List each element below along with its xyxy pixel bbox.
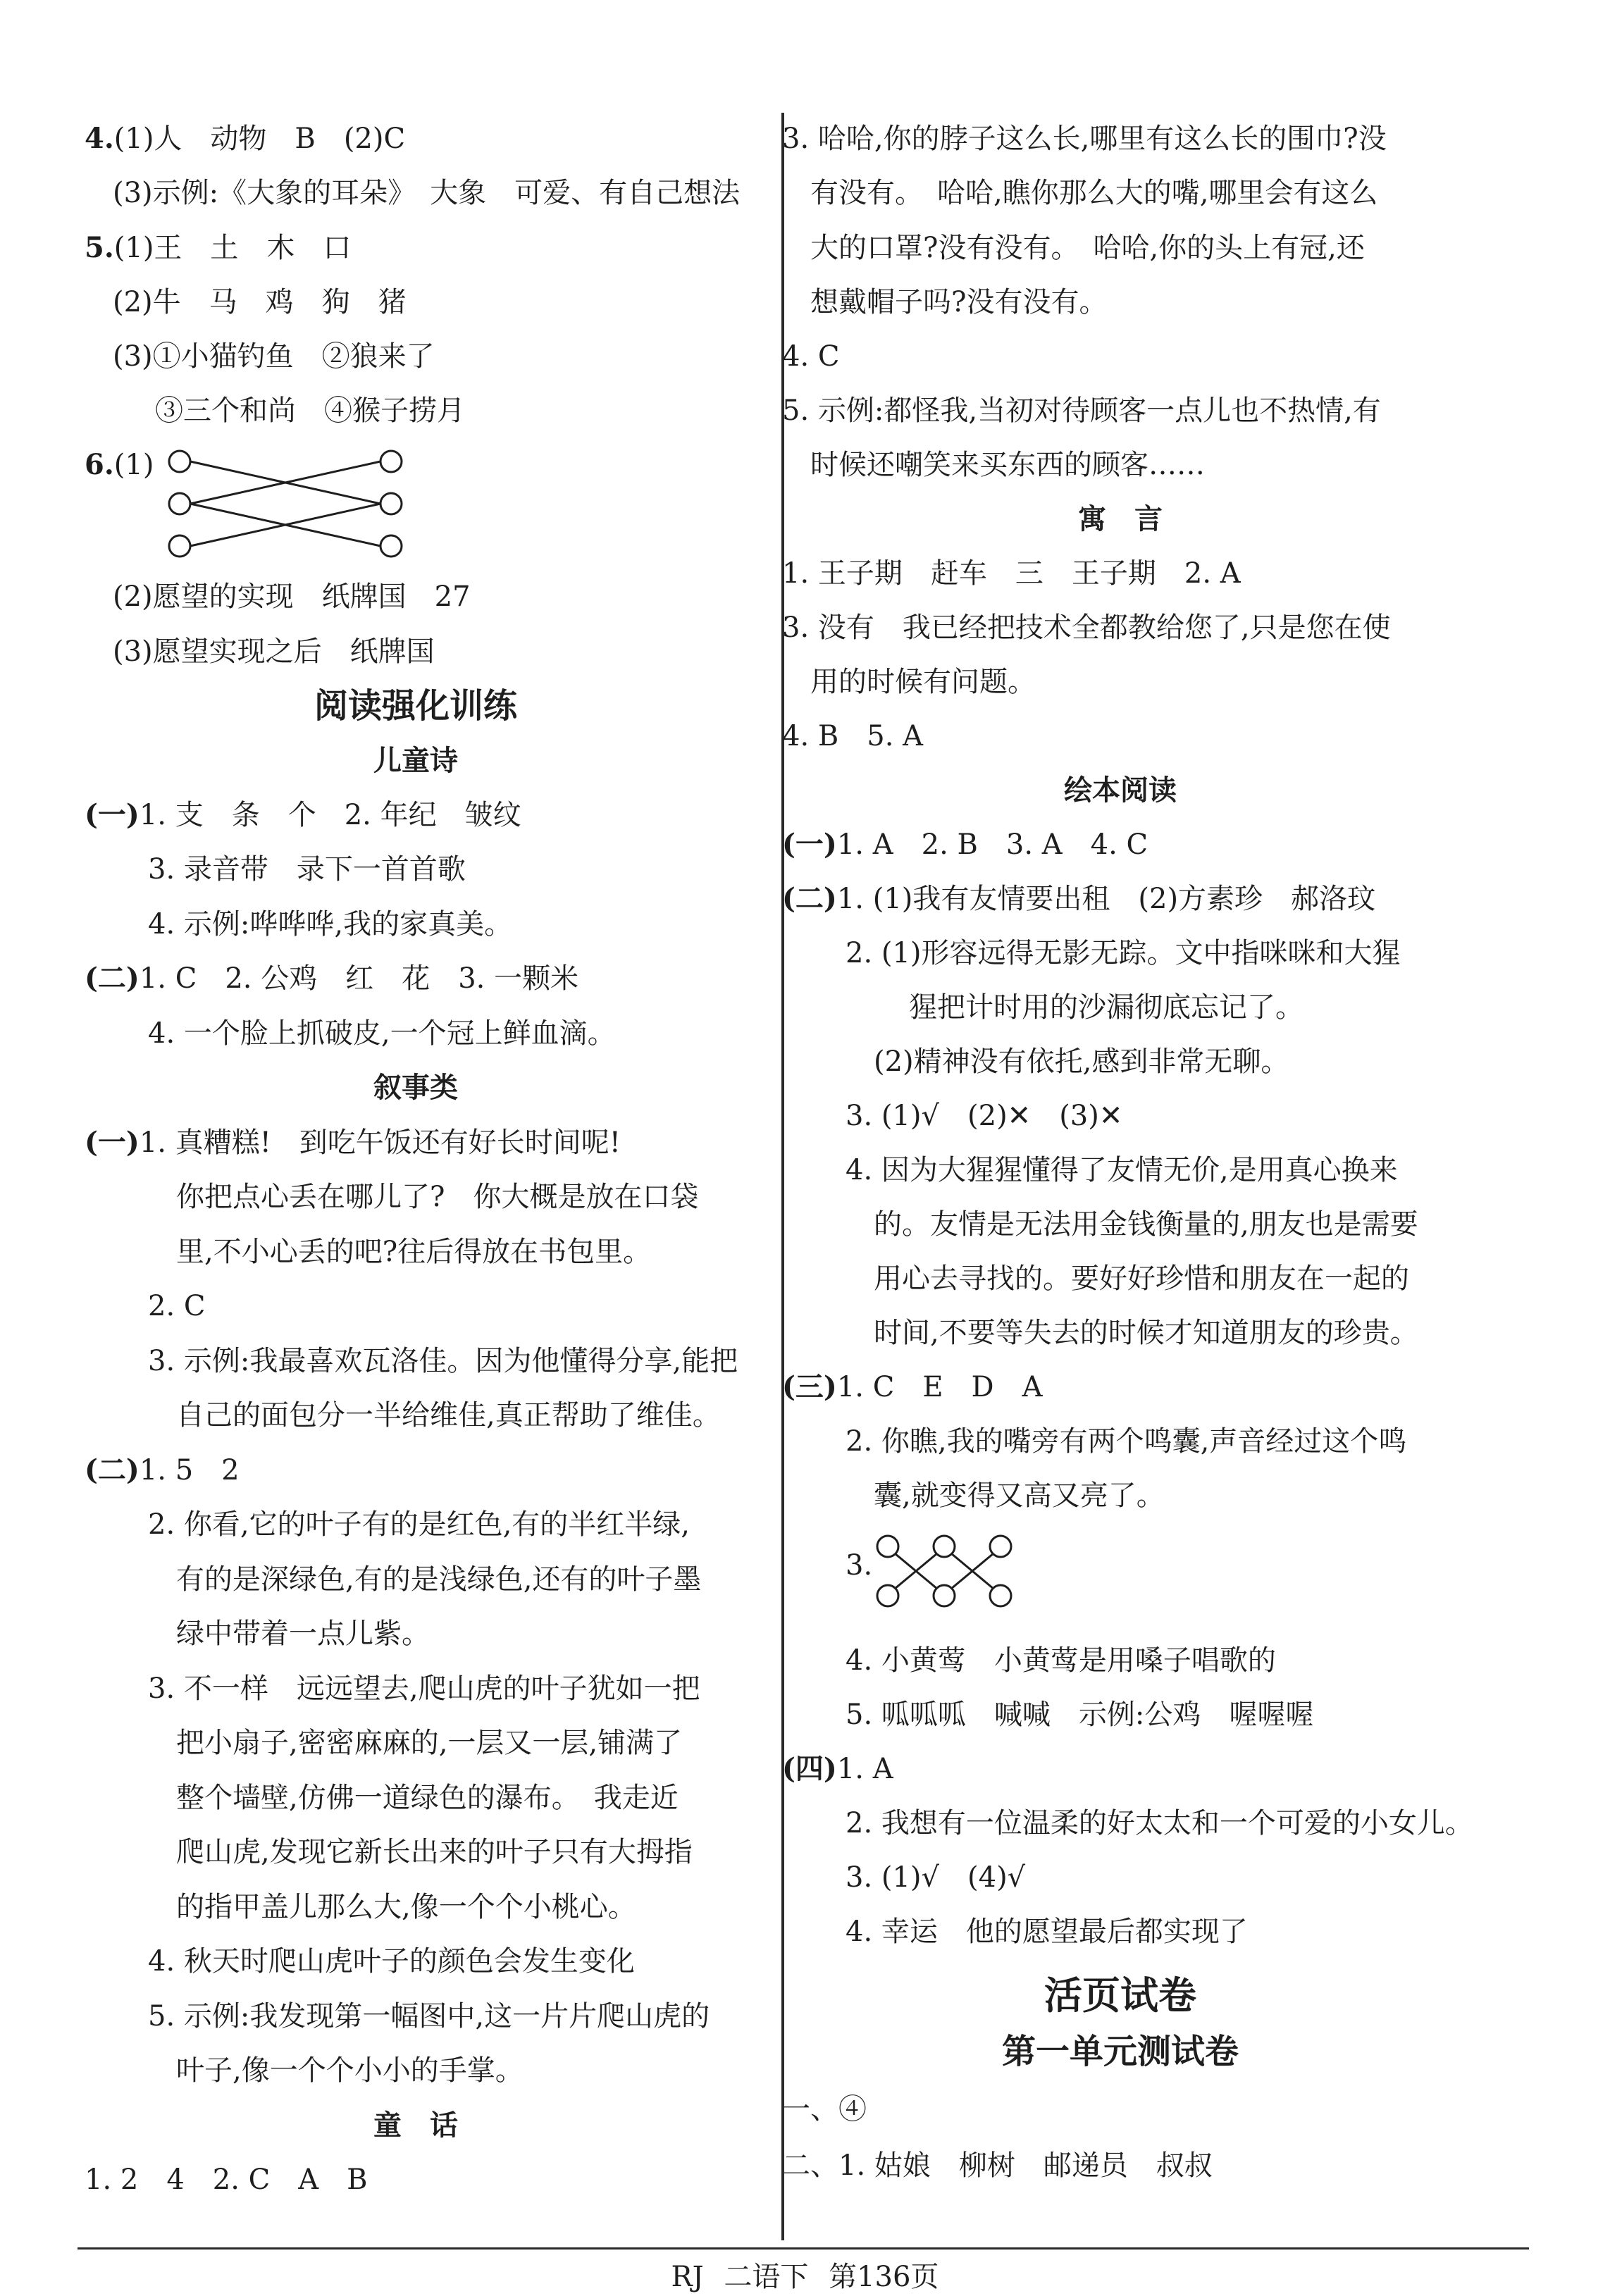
q6-line2: (2)愿望的实现 纸牌国 27 [113, 581, 471, 613]
q5-line3: (3)①小猫钓鱼 ②狼来了 [113, 340, 435, 373]
picture-line3: 2. (1)形容远得无影无踪。文中指咪咪和大猩 [846, 937, 1401, 969]
fable-line2: 3. 没有 我已经把技术全都教给您了,只是您在使 [782, 612, 1391, 644]
q5-line1: 5.(1)王 土 木 口 [85, 231, 352, 264]
picture-line17: (四)1. A [782, 1752, 893, 1785]
picture-line6: 3. (1)√ (2)✕ (3)✕ [846, 1100, 1123, 1132]
narrative-line6: 自己的面包分一半给维佳,真正帮助了维佳。 [176, 1399, 721, 1432]
narrative-line5: 3. 示例:我最喜欢瓦洛佳。因为他懂得分享,能把 [148, 1345, 738, 1377]
footer-grade: 二语下 [724, 2261, 809, 2293]
narrative2-line2: 2. 你看,它的叶子有的是红色,有的半红半绿, [148, 1508, 691, 1541]
fairy-q5-line1: 5. 示例:都怪我,当初对待顾客一点儿也不热情,有 [782, 395, 1381, 427]
q5-line2: (2)牛 马 鸡 狗 猪 [113, 286, 407, 318]
picture-line2: (二)1. (1)我有友情要出租 (2)方素珍 郝洛玟 [782, 882, 1376, 915]
narrative-line1: (一)1. 真糟糕! 到吃午饭还有好长时间呢! [85, 1126, 621, 1159]
poem-line3: 4. 示例:哗哗哗,我的家真美。 [148, 908, 513, 941]
picture-line13: 囊,就变得又高又亮了。 [874, 1479, 1165, 1512]
fable-line1: 1. 王子期 赶车 三 王子期 2. A [782, 557, 1241, 590]
subsection-fable: 寓 言 [1078, 502, 1163, 535]
picture-line7: 4. 因为大猩猩懂得了友情无价,是用真心换来 [846, 1154, 1398, 1186]
narrative2-line4: 绿中带着一点儿紫。 [176, 1618, 430, 1650]
matching-diagram-1 [159, 440, 412, 560]
fairy-q3-line3: 大的口罩?没有没有。 哈哈,你的头上有冠,还 [810, 232, 1365, 264]
subsection-narrative: 叙事类 [373, 1071, 458, 1104]
matching-diagram-2 [870, 1529, 1053, 1613]
picture-line15: 4. 小黄莺 小黄莺是用嗓子唱歌的 [846, 1644, 1276, 1677]
match-node [380, 451, 402, 472]
match-node [380, 535, 402, 557]
page-footer [0, 2258, 1610, 2296]
q6-line1: 6.(1) [85, 448, 154, 481]
narrative2-line11: 5. 示例:我发现第一幅图中,这一片片爬山虎的 [148, 2000, 710, 2033]
poem-line5: 4. 一个脸上抓破皮,一个冠上鲜血滴。 [148, 1017, 616, 1050]
unit1-line1: 一、④ [782, 2093, 867, 2126]
narrative2-line3: 有的是深绿色,有的是浅绿色,还有的叶子墨 [176, 1563, 702, 1596]
fairy-q3-line2: 有没有。 哈哈,瞧你那么大的嘴,哪里会有这么 [810, 177, 1378, 209]
footer-series: RJ [671, 2261, 704, 2293]
picture-line14: 3. [846, 1549, 873, 1582]
picture-line1: (一)1. A 2. B 3. A 4. C [782, 828, 1148, 861]
picture-line12: 2. 你瞧,我的嘴旁有两个鸣囊,声音经过这个鸣 [846, 1425, 1407, 1458]
subsection-unit1-test: 第一单元测试卷 [1001, 2032, 1239, 2071]
q6-line3: (3)愿望实现之后 纸牌国 [113, 635, 435, 668]
narrative2-line1: (二)1. 5 2 [85, 1453, 240, 1487]
picture-line4: 猩把计时用的沙漏彻底忘记了。 [909, 991, 1304, 1024]
picture-line5: (2)精神没有依托,感到非常无聊。 [874, 1045, 1289, 1078]
picture-line20: 4. 幸运 他的愿望最后都实现了 [846, 1916, 1248, 1948]
match-node [169, 451, 190, 472]
fairy-q4: 4. C [782, 340, 840, 373]
picture-line18: 2. 我想有一位温柔的好太太和一个可爱的小女儿。 [846, 1807, 1473, 1839]
fairy-line1: 1. 2 4 2. C A B [85, 2164, 368, 2196]
picture-line8: 的。友情是无法用金钱衡量的,朋友也是需要 [874, 1208, 1418, 1241]
footer-rule [78, 2247, 1529, 2250]
q4-line2: (3)示例:《大象的耳朵》 大象 可爱、有自己想法 [113, 177, 741, 209]
narrative2-line12: 叶子,像一个个小小的手掌。 [176, 2054, 524, 2087]
picture-line9: 用心去寻找的。要好好珍惜和朋友在一起的 [874, 1262, 1409, 1295]
section-title-loose-leaf: 活页试卷 [1044, 1973, 1196, 2018]
narrative2-line10: 4. 秋天时爬山虎叶子的颜色会发生变化 [148, 1945, 635, 1978]
subsection-picture-book: 绘本阅读 [1064, 774, 1177, 807]
picture-line16: 5. 呱呱呱 喊喊 示例:公鸡 喔喔喔 [846, 1699, 1314, 1731]
fable-line3: 用的时候有问题。 [810, 666, 1036, 698]
poem-line1: (一)1. 支 条 个 2. 年纪 皱纹 [85, 798, 521, 831]
fairy-q3-line1: 3. 哈哈,你的脖子这么长,哪里有这么长的围巾?没 [782, 123, 1387, 155]
match-node [169, 535, 190, 557]
q4-line1: 4.(1)人 动物 B (2)C [85, 122, 406, 155]
match-node [380, 493, 402, 514]
column-divider [781, 113, 784, 2240]
fairy-q3-line4: 想戴帽子吗?没有没有。 [810, 286, 1108, 318]
poem-line2: 3. 录音带 录下一首首歌 [148, 853, 466, 886]
narrative2-line5: 3. 不一样 远远望去,爬山虎的叶子犹如一把 [148, 1673, 700, 1705]
subsection-fairy-tale: 童 话 [373, 2109, 458, 2142]
picture-line11: (三)1. C E D A [782, 1370, 1043, 1403]
fairy-q5-line2: 时候还嘲笑来买东西的顾客…… [810, 449, 1205, 481]
picture-line19: 3. (1)√ (4)√ [846, 1861, 1026, 1894]
narrative2-line8: 爬山虎,发现它新长出来的叶子只有大拇指 [176, 1836, 693, 1868]
subsection-poem: 儿童诗 [373, 744, 458, 777]
narrative2-line6: 把小扇子,密密麻麻的,一层又一层,铺满了 [176, 1727, 683, 1759]
narrative2-line9: 的指甲盖儿那么大,像一个个小桃心。 [176, 1891, 636, 1923]
q5-line4: ③三个和尚 ④猴子捞月 [155, 395, 465, 427]
section-title-reading: 阅读强化训练 [314, 686, 517, 726]
narrative-line4: 2. C [148, 1290, 206, 1322]
match-node [169, 493, 190, 514]
footer-page-number: 第136页 [829, 2261, 939, 2293]
narrative-line2: 你把点心丢在哪儿了? 你大概是放在口袋 [176, 1181, 699, 1213]
narrative2-line7: 整个墙壁,仿佛一道绿色的瀑布。 我走近 [176, 1782, 679, 1814]
poem-line4: (二)1. C 2. 公鸡 红 花 3. 一颗米 [85, 962, 579, 995]
picture-line10: 时间,不要等失去的时候才知道朋友的珍贵。 [874, 1317, 1418, 1349]
fable-line4: 4. B 5. A [782, 720, 924, 752]
unit1-line2: 二、1. 姑娘 柳树 邮递员 叔叔 [782, 2149, 1213, 2182]
narrative-line3: 里,不小心丢的吧?往后得放在书包里。 [176, 1236, 652, 1268]
